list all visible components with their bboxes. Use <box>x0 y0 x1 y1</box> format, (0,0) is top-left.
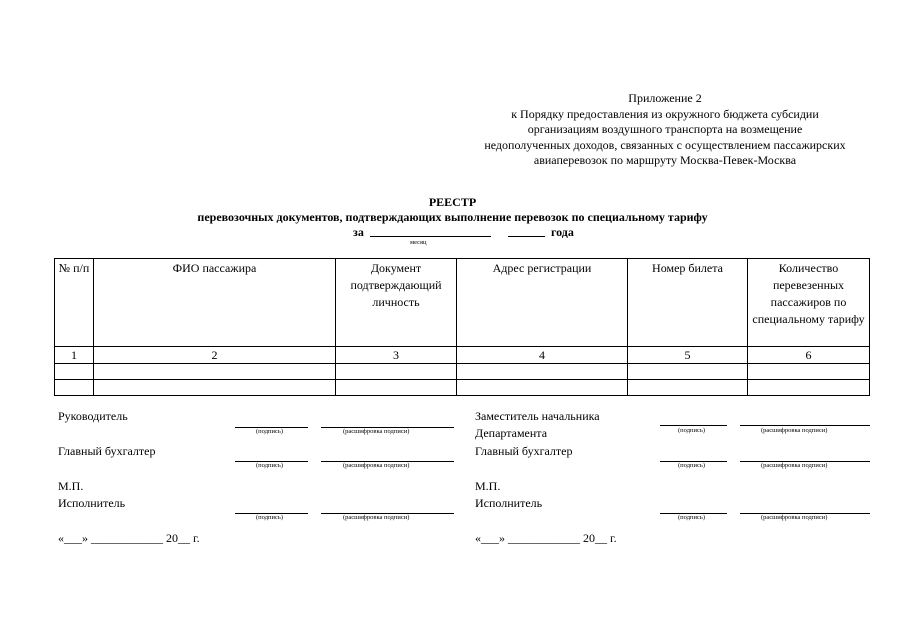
table-cell <box>628 364 748 380</box>
decode-caption: (расшифровка подписи) <box>761 462 828 469</box>
signature-line <box>660 425 727 426</box>
column-number: 3 <box>336 347 457 364</box>
signature-caption: (подпись) <box>256 514 283 521</box>
decode-caption: (расшифровка подписи) <box>343 462 410 469</box>
signature-caption: (подпись) <box>256 428 283 435</box>
column-number: 2 <box>94 347 336 364</box>
appendix-header <box>450 91 880 169</box>
table-cell <box>748 364 870 380</box>
left-role-accountant: Главный бухгалтер <box>58 444 156 458</box>
title-heading: РЕЕСТР <box>428 195 477 209</box>
appendix-line: к Порядку предоставления из окружного бюджета субсидии <box>511 106 819 121</box>
left-role-director: Руководитель <box>58 409 128 423</box>
signature-caption: (подпись) <box>678 514 705 521</box>
signature-caption: (подпись) <box>256 462 283 469</box>
left-date-line: «___» ____________ 20__ г. <box>58 531 200 545</box>
header-identity-document: Документ подтверждающий личность <box>336 259 457 347</box>
table-cell <box>55 380 94 396</box>
period-suffix: года <box>551 225 574 239</box>
left-stamp: М.П. <box>58 479 84 493</box>
period-prefix: за <box>353 225 364 239</box>
header-passenger-name: ФИО пассажира <box>94 259 336 347</box>
table-row <box>55 364 870 380</box>
column-number: 4 <box>457 347 628 364</box>
period-line <box>0 225 905 240</box>
title-subtitle: перевозочных документов, подтверждающих выполнение перевозок по специальному тарифу <box>197 210 708 224</box>
header-registration-address: Адрес регистрации <box>457 259 628 347</box>
column-number: 6 <box>748 347 870 364</box>
table-cell <box>457 364 628 380</box>
month-caption: месяц <box>410 239 427 246</box>
column-number: 1 <box>55 347 94 364</box>
header-ticket-number: Номер билета <box>628 259 748 347</box>
right-role-department: Департамента <box>475 426 548 440</box>
appendix-line: Приложение 2 <box>628 91 702 105</box>
month-blank <box>370 236 491 237</box>
appendix-line: недополученных доходов, связанных с осуществлением пассажирских <box>484 137 846 152</box>
table-cell <box>628 380 748 396</box>
table-cell <box>94 364 336 380</box>
table-header-row <box>55 259 870 347</box>
decode-caption: (расшифровка подписи) <box>343 514 410 521</box>
appendix-line: авиаперевозок по маршруту Москва-Певек-Москва <box>533 153 797 167</box>
header-number: № п/п <box>55 259 94 347</box>
decode-caption: (расшифровка подписи) <box>343 428 410 435</box>
header-passenger-count: Количество перевезенных пассажиров по специальному тарифу <box>748 259 870 347</box>
signature-caption: (подпись) <box>678 427 705 434</box>
appendix-line: организациям воздушного транспорта на возмещение <box>527 122 803 136</box>
column-number: 5 <box>628 347 748 364</box>
signature-caption: (подпись) <box>678 462 705 469</box>
table-cell <box>336 364 457 380</box>
table-row <box>55 380 870 396</box>
column-numbers-row <box>55 347 870 364</box>
table-cell <box>94 380 336 396</box>
right-role-deputy: Заместитель начальника <box>475 409 600 423</box>
right-executor: Исполнитель <box>475 496 543 510</box>
left-executor: Исполнитель <box>58 496 126 510</box>
table-cell <box>457 380 628 396</box>
document-title <box>0 195 905 240</box>
right-stamp: М.П. <box>475 479 501 493</box>
decode-caption: (расшифровка подписи) <box>761 427 828 434</box>
table-cell <box>336 380 457 396</box>
registry-table <box>54 258 870 396</box>
decode-caption: (расшифровка подписи) <box>761 514 828 521</box>
right-role-accountant: Главный бухгалтер <box>475 444 573 458</box>
decode-line <box>740 425 870 426</box>
table-cell <box>748 380 870 396</box>
year-blank <box>508 236 545 237</box>
table-cell <box>55 364 94 380</box>
right-date-line: «___» ____________ 20__ г. <box>475 531 617 545</box>
